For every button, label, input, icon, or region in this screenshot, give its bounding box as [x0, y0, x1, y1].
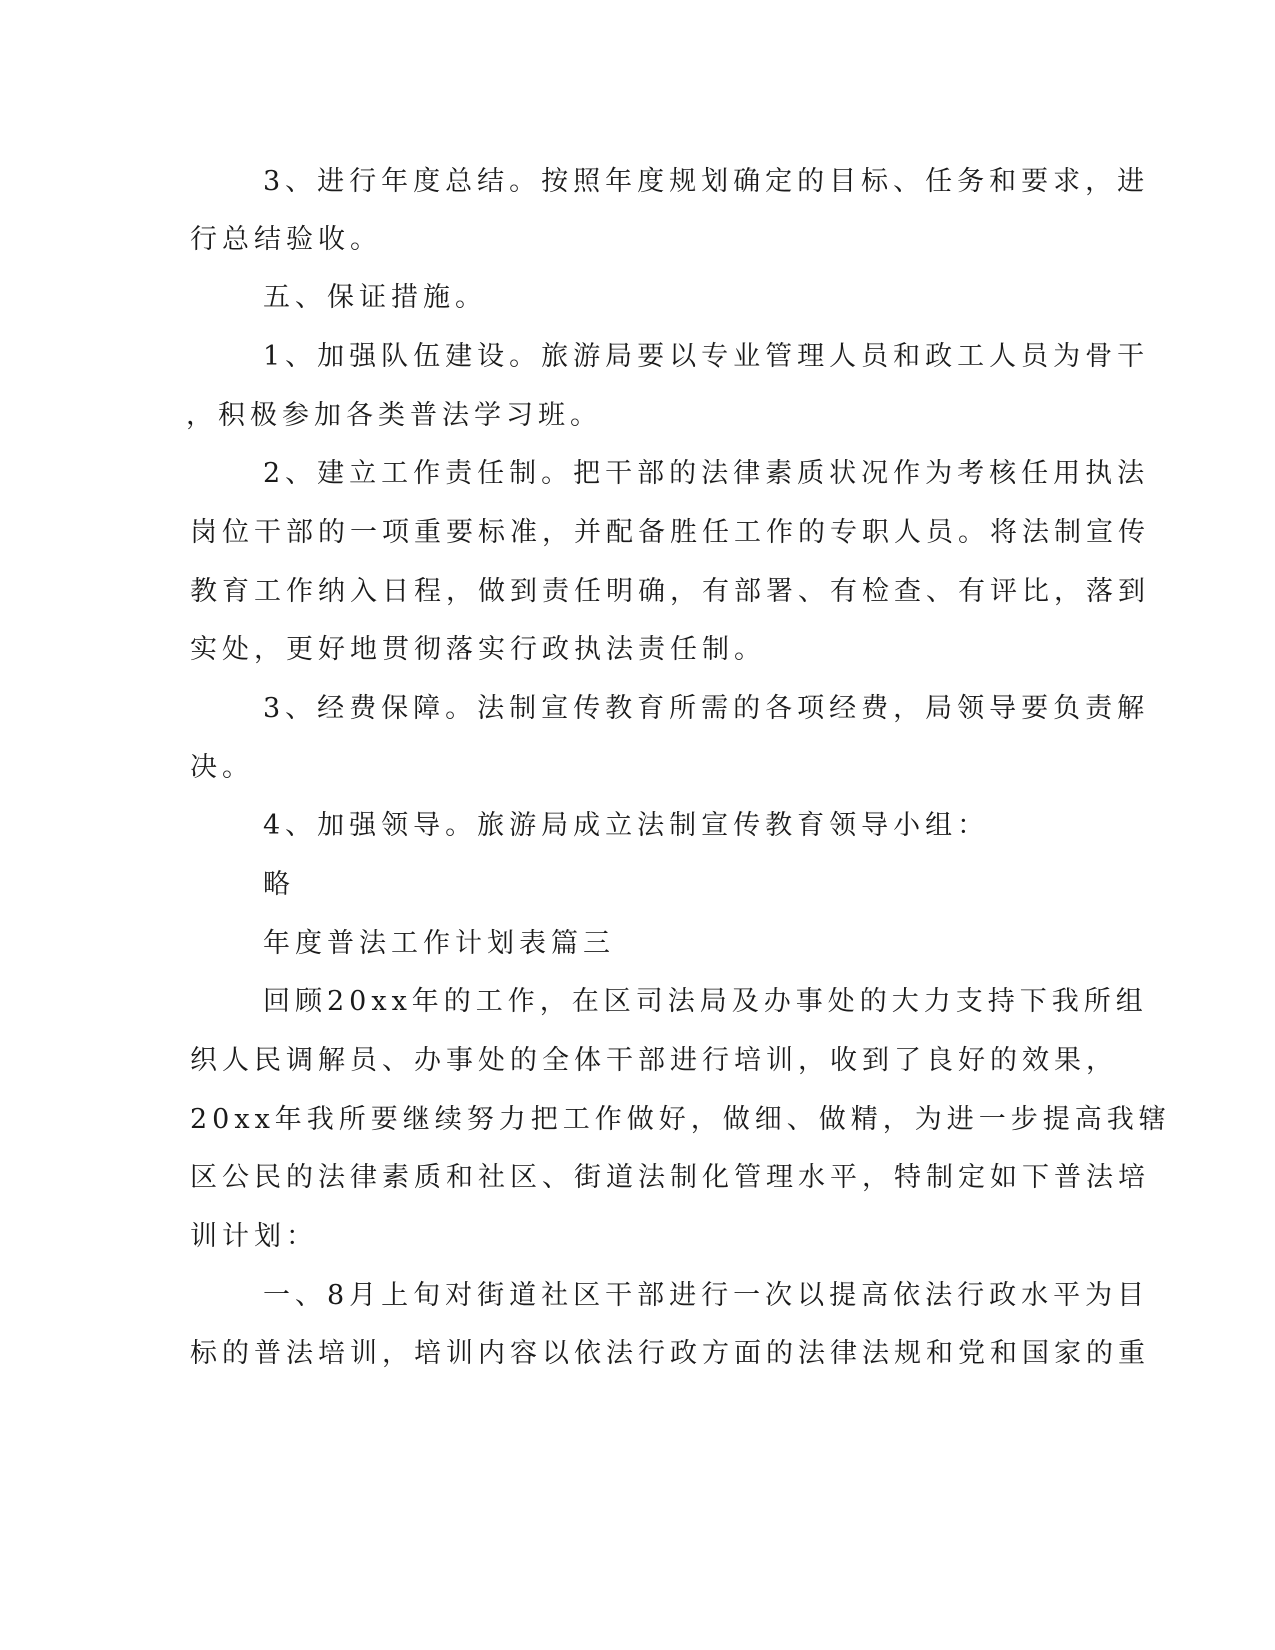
paragraph-line: 20xx年我所要继续努力把工作做好，做细、做精，为进一步提高我辖: [190, 1104, 1171, 1135]
paragraph-line: 3、进行年度总结。按照年度规划确定的目标、任务和要求，进: [263, 166, 1150, 197]
section-title: 年度普法工作计划表篇三: [263, 928, 615, 959]
paragraph-line: ，积极参加各类普法学习班。: [186, 400, 602, 431]
paragraph-line: 回顾20xx年的工作，在区司法局及办事处的大力支持下我所组: [263, 986, 1148, 1017]
paragraph-line: 训计划：: [190, 1221, 318, 1252]
paragraph-line: 教育工作纳入日程，做到责任明确，有部署、有检查、有评比，落到: [190, 576, 1150, 607]
paragraph-line: 岗位干部的一项重要标准，并配备胜任工作的专职人员。将法制宣传: [190, 517, 1150, 548]
paragraph-line: 4、加强领导。旅游局成立法制宣传教育领导小组：: [263, 810, 990, 841]
paragraph-line: 标的普法培训，培训内容以依法行政方面的法律法规和党和国家的重: [190, 1338, 1150, 1369]
paragraph-line: 织人民调解员、办事处的全体干部进行培训，收到了良好的效果，: [190, 1045, 1118, 1076]
paragraph-line: 决。: [190, 752, 254, 783]
section-heading: 五、保证措施。: [263, 282, 487, 313]
paragraph-line: 区公民的法律素质和社区、街道法制化管理水平，特制定如下普法培: [190, 1162, 1150, 1193]
paragraph-line: 1、加强队伍建设。旅游局要以专业管理人员和政工人员为骨干: [263, 341, 1150, 372]
paragraph-line: 行总结验收。: [190, 224, 382, 255]
paragraph-line: 实处，更好地贯彻落实行政执法责任制。: [190, 634, 766, 665]
paragraph-line: 略: [263, 869, 295, 900]
paragraph-line: 2、建立工作责任制。把干部的法律素质状况作为考核任用执法: [263, 458, 1150, 489]
paragraph-line: 一、8月上旬对街道社区干部进行一次以提高依法行政水平为目: [263, 1280, 1150, 1311]
paragraph-line: 3、经费保障。法制宣传教育所需的各项经费，局领导要负责解: [263, 693, 1150, 724]
